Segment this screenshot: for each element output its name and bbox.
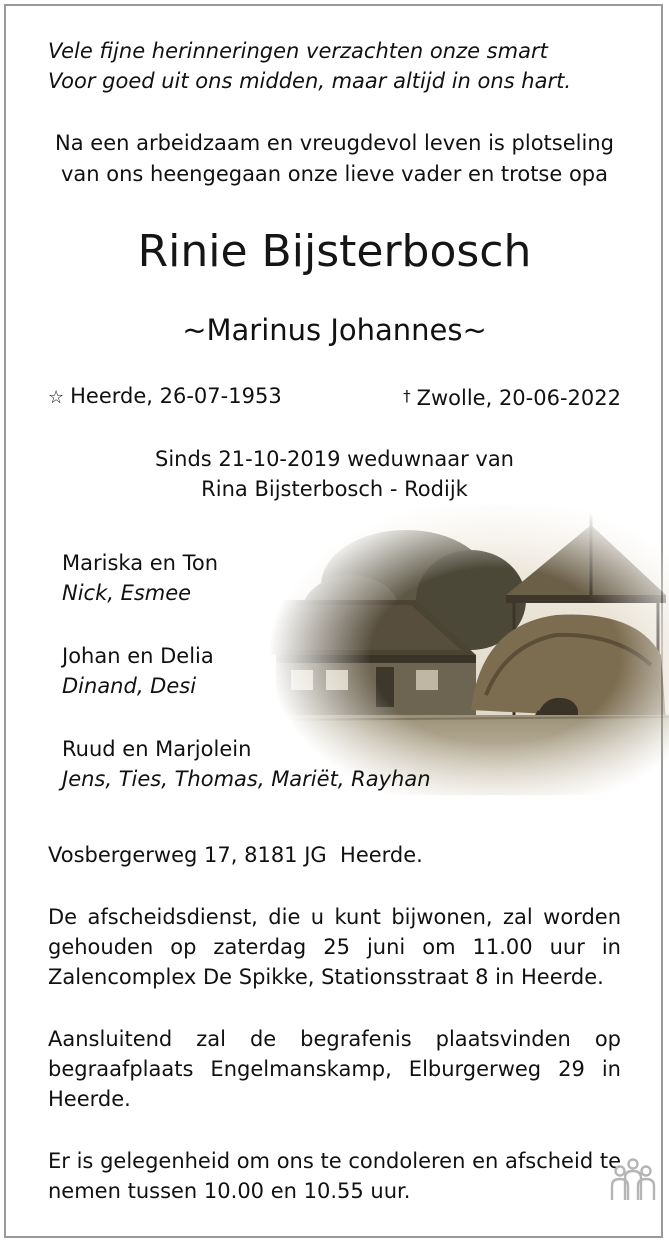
intro-line-1: Na een arbeidzaam en vreugdevol leven is plotseling	[55, 131, 614, 155]
widow-line-1: Sinds 21-10-2019 weduwnaar van	[154, 447, 514, 471]
burial-info: Aansluitend zal de begrafenis plaatsvinden op begraafplaats Engelmanskamp, Elburgerweg 29 in Heerde.	[48, 1027, 621, 1111]
intro-text	[20, 128, 649, 190]
motto-line-1: Vele fijne herinneringen verzachten onze smart	[48, 39, 548, 63]
condolence-info: Er is gelegenheid om ons te condoleren en afscheid te nemen tussen 10.00 en 10.55 uur.	[48, 1149, 621, 1203]
intro-line-2: van ons heengegaan onze lieve vader en trotse opa	[60, 162, 609, 186]
address: Vosbergerweg 17, 8181 JG Heerde.	[48, 843, 423, 867]
family-group	[62, 548, 431, 608]
birth-place-date: Heerde, 26-07-1953	[70, 384, 282, 408]
family-children: Nick, Esmee	[62, 581, 192, 605]
family-parents: Johan en Delia	[62, 644, 214, 668]
motto	[48, 36, 628, 96]
death-info	[403, 381, 621, 413]
birth-info	[48, 381, 282, 413]
family-list	[62, 548, 431, 827]
service-info: De afscheidsdienst, die u kunt bijwonen, zal worden gehouden op zaterdag 25 juni om 11.00 uur in Zalencomplex De Spikke, Stationsstraat 8 in Heerde.	[48, 905, 621, 989]
deceased-full-name: ~Marinus Johannes~	[182, 313, 487, 347]
people-group-icon	[608, 1158, 658, 1204]
widow-note	[0, 444, 669, 504]
death-place-date: Zwolle, 20-06-2022	[416, 386, 621, 410]
family-children: Jens, Ties, Thomas, Mariët, Rayhan	[62, 767, 431, 791]
widow-line-2: Rina Bijsterbosch - Rodijk	[201, 477, 468, 501]
family-children: Dinand, Desi	[62, 674, 197, 698]
family-group	[62, 641, 431, 701]
deceased-name: Rinie Bijsterbosch	[137, 226, 532, 277]
star-icon: ☆	[48, 387, 65, 408]
family-parents: Ruud en Marjolein	[62, 737, 252, 761]
motto-line-2: Voor goed uit ons midden, maar altijd in ons hart.	[48, 69, 572, 93]
family-group	[62, 734, 431, 794]
cross-icon: †	[403, 387, 411, 405]
family-parents: Mariska en Ton	[62, 551, 219, 575]
